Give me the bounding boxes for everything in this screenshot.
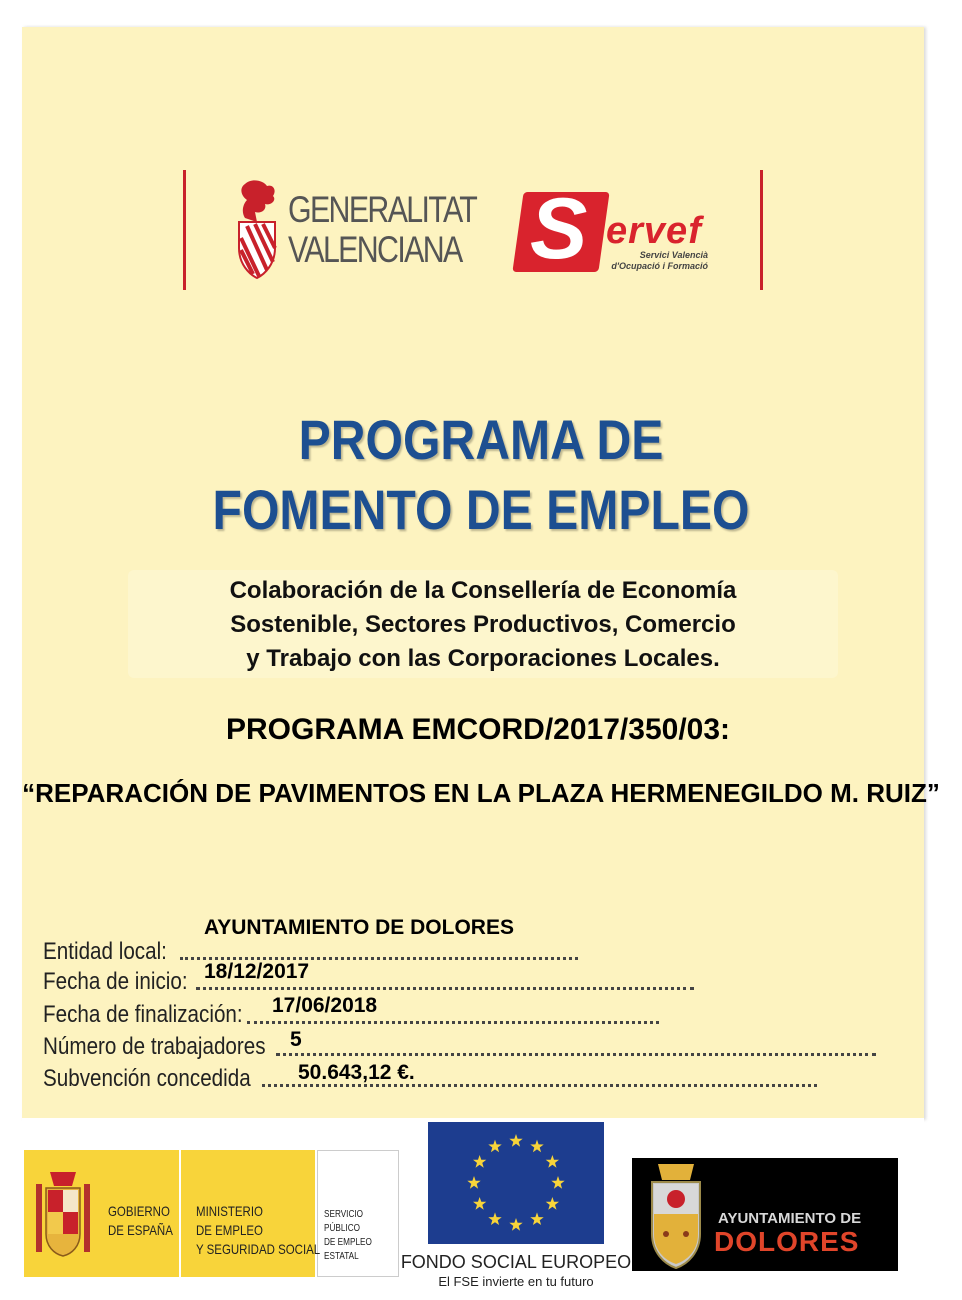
workers-value: 5 [290,1028,302,1051]
workers-label: Número de trabajadores [43,1033,266,1060]
servef-subtitle [596,250,708,272]
end-date-label: Fecha de finalización: [43,1001,243,1028]
ministerio-line2: DE EMPLEO [196,1222,263,1238]
end-date-value: 17/06/2018 [272,994,378,1017]
fse-title: FONDO SOCIAL EUROPEO [400,1252,632,1272]
generalitat-line2: VALENCIANA [288,229,462,270]
eu-star-icon [551,1176,564,1189]
eu-star-icon [488,1212,501,1225]
fse-slogan: El FSE invierte en tu futuro [438,1274,594,1289]
generalitat-shield-icon [233,178,281,280]
eu-flag-icon [428,1122,604,1244]
sepe-line1: SERVICIO PÚBLICO [324,1209,364,1234]
entity-value: AYUNTAMIENTO DE DOLORES [204,916,514,939]
entity-label: Entidad local: [43,938,167,965]
collaboration-line1: Colaboración de la Consellería de Economía [229,577,737,604]
gobierno-text [108,1202,173,1240]
header-divider-left [183,170,186,290]
ministerio-line3: Y SEGURIDAD SOCIAL [196,1241,321,1257]
collaboration-line2: Sostenible, Sectores Productivos, Comercio [230,611,736,638]
start-date-dots [196,987,694,990]
project-name: “REPARACIÓN DE PAVIMENTOS EN LA PLAZA HERMENEGILDO M. RUIZ” [22,778,940,808]
dolores-coat-of-arms-icon [644,1162,708,1270]
start-date-value: 18/12/2017 [204,960,310,983]
ayuntamiento-dolores-logo [632,1158,898,1271]
eu-star-icon [546,1197,559,1210]
gobierno-line2: DE ESPAÑA [108,1222,173,1238]
grant-dots [262,1084,817,1087]
eu-star-icon [509,1134,522,1147]
servef-logo [518,181,718,277]
eu-star-icon [467,1176,480,1189]
gobierno-line1: GOBIERNO [108,1203,170,1219]
coat-of-arms-icon [32,1164,94,1268]
eu-star-icon [509,1218,522,1231]
sepe-line2: DE EMPLEO ESTATAL [324,1237,372,1262]
generalitat-logo-text [288,190,476,270]
eu-star-icon [488,1140,501,1153]
dolores-logo-line1: AYUNTAMIENTO DE [718,1210,862,1227]
ministerio-text [196,1202,320,1259]
grant-value: 50.643,12 €. [298,1061,415,1084]
main-title-line2: FOMENTO DE EMPLEO [212,478,750,541]
header-divider-right [760,170,763,290]
eu-star-icon [530,1140,543,1153]
grant-label: Subvención concedida [43,1065,251,1092]
gobierno-espana-logo [24,1150,399,1277]
main-title-line1: PROGRAMA DE [298,408,664,471]
eu-stars [428,1122,604,1244]
eu-star-icon [473,1197,486,1210]
program-code: PROGRAMA EMCORD/2017/350/03: [225,713,731,746]
servef-subtitle-line1: Servici Valencià [639,250,708,260]
end-date-dots [247,1021,659,1024]
ministerio-line1: MINISTERIO [196,1203,263,1219]
eu-star-icon [473,1155,486,1168]
workers-dots [276,1053,876,1056]
servef-word: ervef [606,210,702,252]
servef-s-letter: S [530,181,588,277]
dolores-logo-line2: DOLORES [714,1226,860,1257]
eu-star-icon [546,1155,559,1168]
sepe-text [324,1208,386,1264]
servef-subtitle-line2: d'Ocupació i Formació [611,261,708,271]
eu-star-icon [530,1212,543,1225]
collaboration-line3: y Trabajo con las Corporaciones Locales. [246,645,720,672]
generalitat-line1: GENERALITAT [288,189,477,230]
start-date-label: Fecha de inicio: [43,968,188,995]
